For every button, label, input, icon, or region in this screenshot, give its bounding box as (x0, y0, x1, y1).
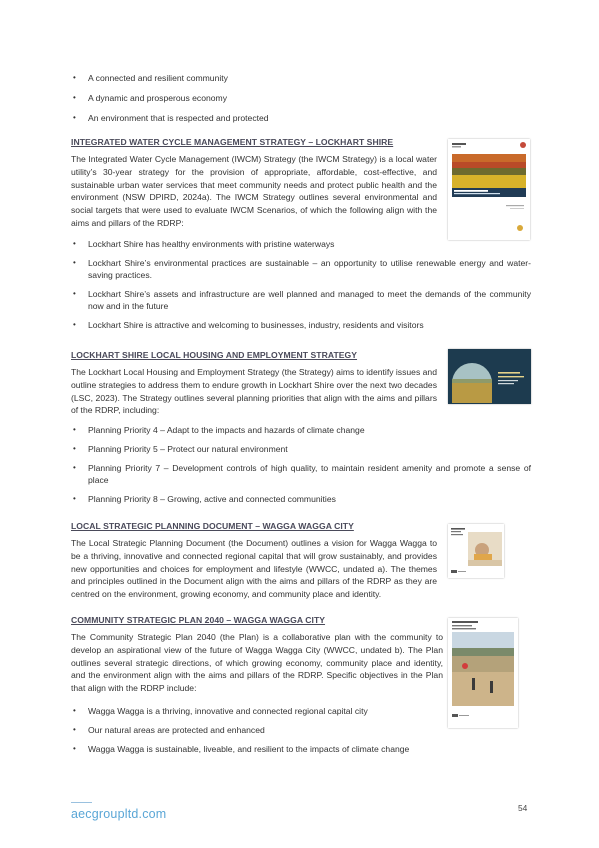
section-paragraph-csp: The Community Strategic Plan 2040 (the Plan) is a collaborative plan with the community to develop an aspirational view of the future of Wagga Wagga City (WWCC, undated b). The Plan outlines several strategic directions, of which growing economy, community place and identity, and the environment align with the aims and pillars of the RDRP. Specific objectives in the Plan that align with the RDRP include: (71, 632, 443, 694)
section-bullet-list-iwcm (71, 238, 531, 338)
list-item: • Lockhart Shire has healthy environments with pristine waterways (71, 238, 531, 250)
section-heading-csp: COMMUNITY STRATEGIC PLAN 2040 – WAGGA WAGGA CITY (71, 615, 326, 625)
cover-image-icon (448, 139, 530, 240)
section-paragraph-lspd: The Local Strategic Planning Document (the Document) outlines a vision for Wagga Wagga to be a thriving, innovative and connected regional capital that will grow sustainably, and provides new opportunities and choices for employment and lifestyle (WWCC, undated a). The themes and principles outlined in the Document align with the aims and pillars of the RDRP as they are centred on the environment, growing economy, and community place and identity. (71, 538, 437, 600)
list-item: • Planning Priority 8 – Growing, active and connected communities (71, 493, 531, 505)
list-item: • A connected and resilient community (71, 72, 531, 84)
cover-image-icon (448, 349, 531, 404)
list-item: • An environment that is respected and protected (71, 112, 531, 124)
section-heading-iwcm: INTEGRATED WATER CYCLE MANAGEMENT STRATEGY – LOCKHART SHIRE (71, 137, 394, 147)
section-heading-housing: LOCKHART SHIRE LOCAL HOUSING AND EMPLOYMENT STRATEGY (71, 350, 358, 360)
list-item: • Our natural areas are protected and enhanced (71, 724, 531, 736)
iwcm-strategy-cover-thumbnail (448, 139, 530, 240)
list-item: • Lockhart Shire’s environmental practices are sustainable – an opportunity to utilise renewable energy and water-saving practices. (71, 257, 531, 281)
list-item: • Lockhart Shire is attractive and welcoming to businesses, industry, residents and visitors (71, 319, 531, 331)
section-bullet-list-housing (71, 424, 531, 512)
list-item: • Planning Priority 7 – Development controls of high quality, to maintain resident amenity and promote a sense of place (71, 462, 531, 486)
list-item: • Wagga Wagga is a thriving, innovative and connected regional capital city (71, 705, 531, 717)
list-item: • Lockhart Shire’s assets and infrastructure are well planned and managed to meet the demands of the community now and in the future (71, 288, 531, 312)
section-paragraph-iwcm: The Integrated Water Cycle Management (IWCM) Strategy (the IWCM Strategy) is a local water utility’s 30-year strategy for the provision of appropriate, affordable, cost-effective, and sustainable urban water services that meet community needs and protect public health and the environment (NSW DPIRD, 2024a). The IWCM Strategy outlines several environmental and social targets that were used to evaluate IWCM Scenarios, of which the following align with the aims and pillars of the RDRP: (71, 154, 437, 228)
page-number: 54 (518, 803, 528, 813)
lspd-cover-thumbnail (448, 524, 504, 578)
list-item: • Wagga Wagga is sustainable, liveable, and resilient to the impacts of climate change (71, 743, 531, 755)
footer-divider (71, 802, 92, 803)
section-paragraph-housing: The Lockhart Local Housing and Employment Strategy (the Strategy) aims to identify issues and outline strategies to address them to endure growth in Lockhart Shire over the next two decades (LSC, 2023). The Strategy outlines several planning priorities that align with the aims and pillars of the RDRP, including: (71, 367, 437, 416)
section-heading-lspd: LOCAL STRATEGIC PLANNING DOCUMENT – WAGGA WAGGA CITY (71, 521, 354, 531)
list-item: • Planning Priority 4 – Adapt to the impacts and hazards of climate change (71, 424, 531, 436)
section-bullet-list-csp (71, 705, 531, 762)
intro-bullet-list (71, 72, 531, 132)
cover-image-icon (448, 524, 504, 578)
list-item: • Planning Priority 5 – Protect our natural environment (71, 443, 531, 455)
list-item: • A dynamic and prosperous economy (71, 92, 531, 104)
footer-brand-link[interactable]: aecgroupltd.com (71, 807, 167, 821)
housing-strategy-cover-thumbnail (448, 349, 531, 404)
